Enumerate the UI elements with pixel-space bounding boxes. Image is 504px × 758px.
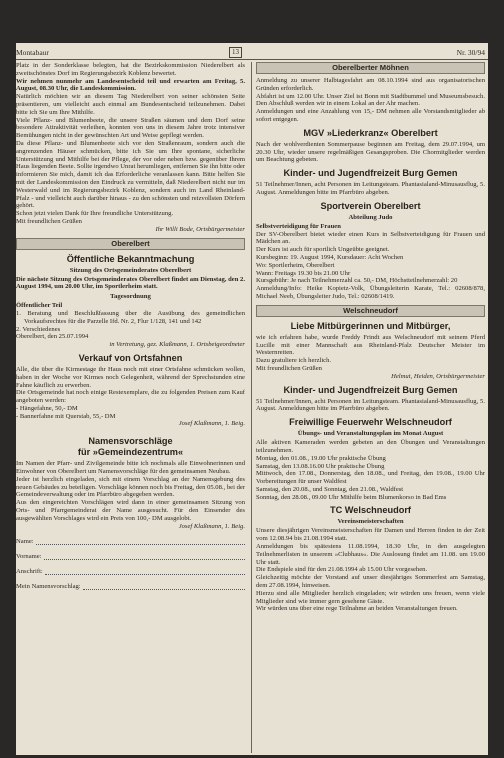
paragraph: Die Endspiele sind für den 21.08.1994 ab 15.00 Uhr vorgesehen. bbox=[256, 566, 428, 574]
paragraph: Viele Pflanz- und Blumenbeete, die unsere Straßen säumen und dem Dorf seine besondere Attraktivität verleihen, konnten von uns in diesem Jahre trotz intensiver Bemühungen nicht in der gewünschten Art und Weise gepflegt werden. bbox=[16, 116, 245, 140]
paragraph: Unsere diesjährigen Vereinsmeisterschaften für Damen und Herren finden in der Zeit vom 12.08.94 bis 21.08.1994 statt. bbox=[256, 527, 485, 543]
paragraph: Samstag, den 20.08., und Sonntag, den 21.08., Waldfest bbox=[256, 485, 404, 493]
paragraph: - Bannerfahne mit Querstab, 55,- DM bbox=[16, 412, 116, 420]
paragraph: Dazu gratuliere ich herzlich. bbox=[256, 357, 332, 365]
paragraph: Wo: Sportlerheim, Oberelbert bbox=[256, 261, 335, 269]
issue-number: Nr. 30/94 bbox=[456, 48, 485, 57]
form-label: Mein Namensvorschlag: bbox=[16, 582, 81, 590]
paragraph: Schon jetzt vielen Dank für Ihre freundliche Unterstützung. bbox=[16, 210, 174, 218]
paragraph: Nach der wohlverdienten Sommerpause beginnen am Freitag, dem 29.07.1994, um 20.30 Uhr, wieder unsere regelmäßigen Gesangsproben. Die Chormitglieder werden um Beachtung gebeten. bbox=[256, 140, 485, 164]
signature: Helmut, Heiden, Ortsbürgermeister bbox=[391, 372, 485, 380]
paragraph: Da diese Pflanz- und Blumenbeete sich vor den Straßenraum, sondern auch die angrenzenden Häuser schmücken, bitte ich Sie um Ihre spontane, sicherliche Unterstützung und Mithilfe bei der Pflege, der vor oder neben bzw. gegenüber Ihrem Haus liegenden Beete. Sollte irgendwo Unrat herumliegen, entfernen Sie ihn bitte oder informieren Sie mich, damit ich das Erforderliche veranlassen kann. Bitte helfen Sie mit der Landeskommission den Eindruck zu vermitteln, daß Niederelbert nicht nur im Westerwald und im Regierungsbezirk Koblenz, sondern auch im Land Rheinland-Pfalz - und vielleicht auch darüber hinaus - zu den schönsten und reizvollsten Dörfern gehört. bbox=[16, 139, 245, 210]
signature: Ihr Willi Bode, Ortsbürgermeister bbox=[155, 225, 245, 233]
column-divider bbox=[251, 62, 252, 753]
section-label: Öffentlicher Teil bbox=[16, 302, 63, 310]
paragraph: Platz in der Sonderklasse belegten, hat die Bezirkskommission Niederelbert als zweitschönstes Dorf im Regierungsbezirk Koblenz bewertet. bbox=[16, 62, 245, 77]
subheadline-tagesordnung: Tagesordnung bbox=[110, 293, 151, 301]
headline-bekanntmachung: Öffentliche Bekanntmachung bbox=[66, 253, 195, 264]
headline-gemeindezentrum: für »Gemeindezentrum« bbox=[77, 447, 184, 458]
paragraph: Wir nehmen nunmehr am Landesentscheid teil und erwarten am Freitag, 5. August, 08.30 Uhr, die Landeskommission. bbox=[16, 77, 245, 93]
headline-kinder-jugendfreizeit: Kinder- und Jugendfreizeit Burg Gemen bbox=[283, 168, 458, 179]
agenda-list bbox=[16, 310, 245, 333]
left-column bbox=[16, 62, 245, 590]
form-line bbox=[44, 552, 245, 560]
subheadline-vereinsmeisterschaften: Vereinsmeisterschaften bbox=[337, 518, 404, 526]
paragraph: Aus den eingereichten Vorschlägen wird dann in einer gemeinsamen Sitzung von Orts- und Pfarrgemeinderat der Name ausgesucht. Für den Einsender des ausgewählten Vorschlages wird ein Preis von 100,- DM ausgelobt. bbox=[16, 499, 245, 522]
header-place: Montabaur bbox=[16, 48, 49, 57]
paragraph: Montag, den 01.08., 19.00 Uhr praktische Übung bbox=[256, 454, 386, 462]
section-band-welschneudorf: Welschneudorf bbox=[256, 305, 485, 317]
signature: Josef Klaßmann, 1. Beig. bbox=[178, 522, 245, 530]
headline-tc: TC Welschneudorf bbox=[330, 505, 411, 516]
headline-mgv: MGV »Liederkranz« Oberelbert bbox=[303, 127, 438, 138]
form-label: Anschrift: bbox=[16, 567, 43, 575]
paragraph: Kursgebühr: Je nach Teilnehmerzahl ca. 50,- DM, Höchstteilnehmerzahl: 20 bbox=[256, 277, 458, 285]
paragraph: Der SV-Oberelbert bietet wieder einen Kurs in Selbstverteidigung für Frauen und Mädchen an. bbox=[256, 230, 485, 246]
newspaper-page bbox=[16, 43, 488, 755]
header-rule bbox=[16, 59, 488, 60]
headline-verkauf: Verkauf von Ortsfahnen bbox=[78, 352, 183, 363]
form-line bbox=[83, 582, 245, 590]
paragraph: Hierzu sind alle Mitglieder herzlich eingeladen; wir würden uns freuen, wenn viele Mitglieder sind wie immer gern gesehene Gäste. bbox=[256, 589, 485, 605]
page-number: 13 bbox=[229, 47, 242, 58]
paragraph: Der Kurs ist auch für sportlich Ungeübte geeignet. bbox=[256, 246, 390, 254]
paragraph: Die Ortsgemeinde hat noch einige Restexemplare, die zu folgenden Preisen zum Kauf angeboten werden: bbox=[16, 389, 245, 405]
paragraph: Die nächste Sitzung des Ortsgemeinderates Oberelbert findet am Dienstag, den 2. August 1994, um 20.00 Uhr, im Sportlerheim statt. bbox=[16, 275, 245, 291]
headline-liebe-mitbuerger: Liebe Mitbürgerinnen und Mitbürger, bbox=[290, 320, 451, 331]
section-band-moehnen: Oberelberter Möhnen bbox=[256, 62, 485, 74]
form-anschrift-field bbox=[16, 560, 245, 575]
paragraph: Jeder ist herzlich eingeladen, sich mit einem Vorschlag an der Namensgebung des neuen Gebäudes zu beteiligen. Vorschläge können noch bis Freitag, den 05.08., bei der Gemeindeverwaltung oder im Pfarrbüro abgegeben werden. bbox=[16, 475, 245, 499]
paragraph: Wir würden uns über eine rege Teilnahme an beiden Veranstaltungen freuen. bbox=[256, 605, 458, 613]
paragraph: 51 Teilnehmer/Innen, acht Personen im Leitungsteam. Phantasialand-Minusausflug, 5. August. Anmeldungen bitte im Pfarrbüro abgeben. bbox=[256, 181, 485, 196]
paragraph: Mittwoch, den 17.08., Donnerstag, den 18.08., und Freitag, den 19.08., 19.00 Uhr Vorbereitungen für unser Waldfest bbox=[256, 470, 485, 486]
signature: in Vertretung, gez. Klaßmann, 1. Ortsbeigeordneter bbox=[109, 341, 245, 349]
paragraph: Anmeldungen bis spätestens 11.08.1994, 18.30 Uhr, in den ausgelegten Teilnehmerlisten in unserem »Clubhaus«. Die Auslosung findet am 11.08. um 19.00 Uhr statt. bbox=[256, 543, 485, 566]
paragraph: Alle, die über die Kirmestage ihr Haus noch mit einer Ortsfahne schmücken wollen, haben in der Woche vor Kirmes noch Gelegenheit, während der Sprechstunden eine Fahne käuflich zu erwerben. bbox=[16, 365, 245, 389]
paragraph: Natürlich möchten wir an diesem Tag Niederelbert von seiner schönsten Seite präsentieren, um vielleicht auch einmal am Bundesentscheid teilzunehmen. Dabei bitte ich Sie um Ihre Mithilfe. bbox=[16, 93, 245, 116]
paragraph: Mit freundlichen Grüßen bbox=[256, 364, 322, 372]
subheadline-judo: Abteilung Judo bbox=[348, 213, 393, 221]
form-name-field bbox=[16, 530, 245, 545]
right-column bbox=[256, 62, 485, 613]
paragraph: Sonntag, den 28.08., 09.00 Uhr Mithilfe beim Blumenkorso in Bad Ems bbox=[256, 493, 447, 501]
headline-sportverein: Sportverein Oberelbert bbox=[320, 200, 421, 211]
paragraph: Alle aktiven Kameraden werden gebeten an den Übungen und Veranstaltungen teilzunehmen. bbox=[256, 439, 485, 454]
headline-kinder-jugendfreizeit: Kinder- und Jugendfreizeit Burg Gemen bbox=[283, 384, 458, 395]
form-vorschlag-field bbox=[16, 575, 245, 590]
headline-namensvorschlaege: Namensvorschläge bbox=[88, 436, 173, 447]
greeting: Mit freundlichen Grüßen bbox=[16, 217, 82, 225]
paragraph: Anmeldung zu unserer Halbtagesfahrt am 08.10.1994 sind aus organisatorischen Gründen erforderlich. bbox=[256, 77, 485, 92]
subheadline-uebungsplan: Übungs- und Veranstaltungsplan im Monat August bbox=[297, 430, 444, 438]
paragraph: Abfahrt ist um 12.00 Uhr. Unser Ziel ist Bonn mit Stadtbummel und Museumsbesuch. Den Abschluß werden wir in einem Lokal an der Ahr machen. bbox=[256, 92, 485, 108]
paragraph: Wann: Freitags 19.30 bis 21.00 Uhr bbox=[256, 269, 351, 277]
paragraph: wie ich erfahren habe, wurde Freddy Frindt aus Welschneudorf mit seinem Pferd Lucille mit einer Mannschaft aus Rheinland-Pfalz Deutscher Meister im Westernreiten. bbox=[256, 333, 485, 357]
list-item: 1. Beratung und Beschlußfassung über die Ausübung des gemeindlichen Vorkaufsrechtes für die Parzelle Ifd. Nr. 2, Flur 1/128, 141 und 142 bbox=[16, 309, 245, 325]
form-label: Name: bbox=[16, 537, 34, 545]
paragraph: Gleichzeitig möchte der Vorstand auf unser diesjähriges Sommerfest am Samstag, dem 27.08.1994, hinweisen. bbox=[256, 574, 485, 590]
paragraph: Anmeldungen und eine Anzahlung von 15,- DM nehmen alle Vorstandsmitglieder ab sofort entgegen. bbox=[256, 108, 485, 123]
form-line bbox=[36, 537, 245, 545]
paragraph: Samstag, den 13.08.16.00 Uhr praktische Übung bbox=[256, 462, 385, 470]
paragraph: Kursbeginn: 19. August 1994, Kursdauer: Acht Wochen bbox=[256, 253, 404, 261]
form-line bbox=[45, 567, 245, 575]
list-item: 2. Verschiedenes bbox=[16, 325, 61, 333]
paragraph: 51 Teilnehmer/Innen, acht Personen im Leitungsteam. Phantasialand-Minusausflug, 5. August. Anmeldungen bitte im Pfarrbüro abgeben. bbox=[256, 397, 485, 413]
subheadline-sitzung: Sitzung des Ortsgemeinderates Oberelbert bbox=[69, 266, 192, 274]
subheadline-selbstverteidigung: Selbstverteidigung für Frauen bbox=[256, 222, 341, 230]
headline-feuerwehr: Freiwillige Feuerwehr Welschneudorf bbox=[289, 417, 452, 428]
section-band-oberelbert: Oberelbert bbox=[16, 238, 245, 250]
form-label: Vorname: bbox=[16, 552, 42, 560]
date-line: Oberelbert, den 25.07.1994 bbox=[16, 333, 89, 341]
page-header bbox=[16, 47, 488, 59]
form-vorname-field bbox=[16, 545, 245, 560]
paragraph: - Hängefahne, 50,- DM bbox=[16, 404, 78, 412]
paragraph: Im Namen der Pfarr- und Zivilgemeinde bitte ich nochmals alle Einwohnerinnen und Einwohner von Oberelbert um Namensvorschläge für den gemeinsamen Neubau. bbox=[16, 460, 245, 476]
paragraph: Anmeldung/Info: Heike Kopietz-Volk, Übungsleiterin Karate, Tel.: 02608/878, Michael Neeb, Übungsleiter Judo, Tel.: 02608/1419. bbox=[256, 285, 485, 300]
signature: Josef Klaßmann, 1. Beig. bbox=[178, 420, 245, 428]
